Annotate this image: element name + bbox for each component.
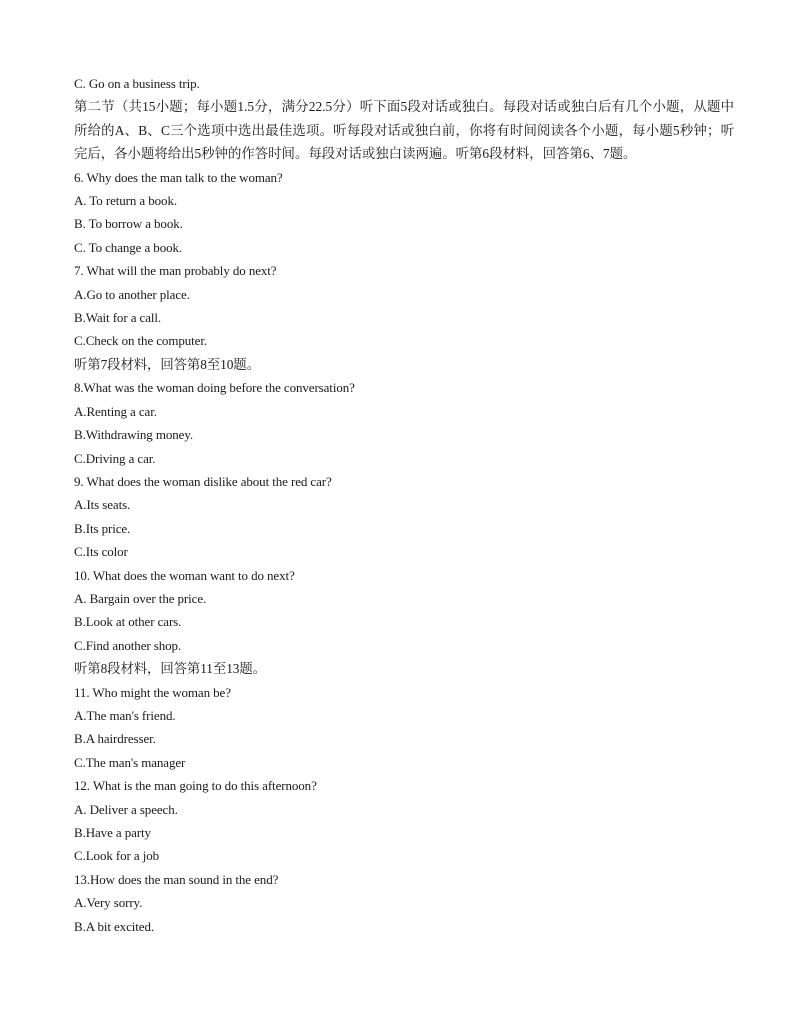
question-11: 11. Who might the woman be?: [74, 684, 231, 700]
question-13-option-b: B.A bit excited.: [74, 918, 154, 934]
question-12: 12. What is the man going to do this afternoon?: [74, 778, 317, 794]
question-8-option-c: C.Driving a car.: [74, 450, 156, 466]
question-12-option-a: A. Deliver a speech.: [74, 801, 178, 817]
question-8-option-a: A.Renting a car.: [74, 403, 157, 419]
question-11-option-b: B.A hairdresser.: [74, 731, 156, 747]
question-9-option-b: B.Its price.: [74, 520, 131, 536]
exam-page: [74, 72, 734, 938]
question-11-option-a: A.The man's friend.: [74, 707, 176, 723]
direction-material-7: 听第7段材料，回答第8至10题。: [74, 356, 260, 372]
question-6-option-b: B. To borrow a book.: [74, 216, 183, 232]
question-10: 10. What does the woman want to do next?: [74, 567, 295, 583]
question-10-option-b: B.Look at other cars.: [74, 614, 182, 630]
question-7: 7. What will the man probably do next?: [74, 263, 277, 279]
question-11-option-c: C.The man's manager: [74, 754, 186, 770]
section-2-instructions: 第二节（共15小题；每小题1.5分，满分22.5分）听下面5段对话或独白。每段对话或独白后有几个小题，从题中所给的A、B、C三个选项中选出最佳选项。听每段对话或独白前，你将有时间阅读各个小题，每小题5秒钟；听完后，各小题将给出5秒钟的作答时间。每段对话或独白读两遍。听第6段材料，回答第6、7题。: [74, 99, 734, 162]
question-7-option-b: B.Wait for a call.: [74, 310, 162, 326]
question-9-option-c: C.Its color: [74, 544, 128, 560]
question-7-option-a: A.Go to another place.: [74, 286, 190, 302]
question-6-option-a: A. To return a book.: [74, 193, 177, 209]
question-8-option-b: B.Withdrawing money.: [74, 427, 194, 443]
question-10-option-c: C.Find another shop.: [74, 637, 182, 653]
question-12-option-b: B.Have a party: [74, 825, 151, 840]
option-5c: C. Go on a business trip.: [74, 76, 200, 91]
question-6-option-c: C. To change a book.: [74, 239, 183, 255]
question-12-option-c: C.Look for a job: [74, 848, 160, 864]
question-9: 9. What does the woman dislike about the red car?: [74, 473, 332, 489]
question-13: 13.How does the man sound in the end?: [74, 871, 279, 887]
question-6: 6. Why does the man talk to the woman?: [74, 169, 283, 185]
question-8: 8.What was the woman doing before the conversation?: [74, 380, 355, 396]
question-9-option-a: A.Its seats.: [74, 497, 131, 513]
direction-material-8: 听第8段材料，回答第11至13题。: [74, 661, 266, 677]
question-10-option-a: A. Bargain over the price.: [74, 590, 207, 606]
question-7-option-c: C.Check on the computer.: [74, 333, 207, 349]
question-13-option-a: A.Very sorry.: [74, 895, 143, 911]
